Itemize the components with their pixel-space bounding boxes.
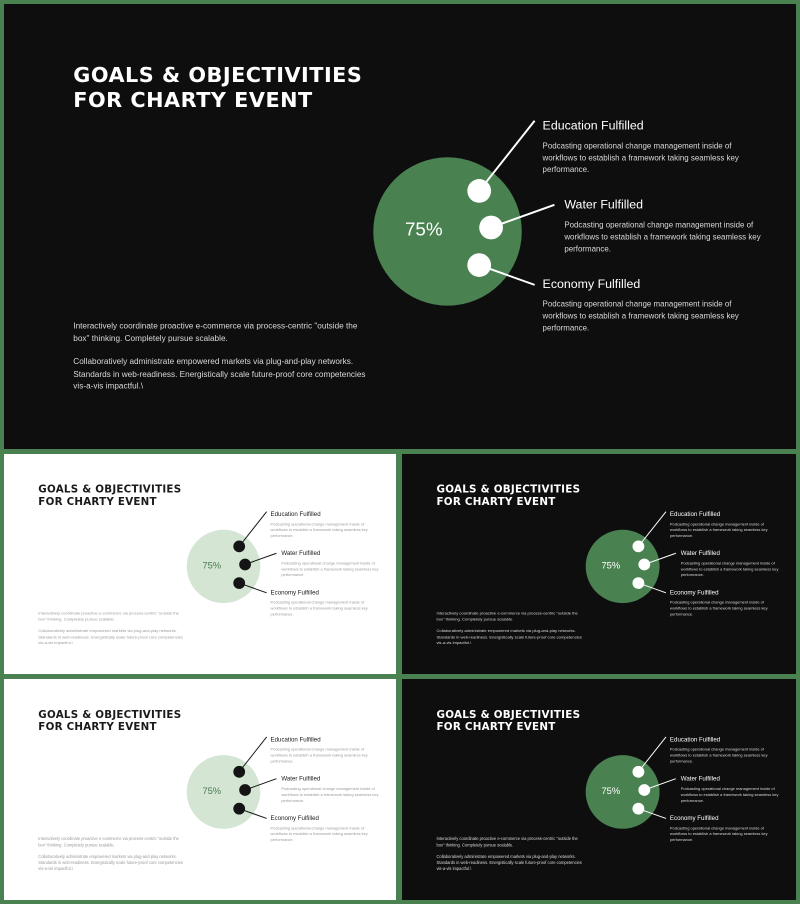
title-line-1: GOALS & OBJECTIVITIES <box>436 708 581 721</box>
marker-dot-water <box>638 559 650 571</box>
marker-dot-education <box>632 766 644 778</box>
percent-label: 75% <box>601 786 621 797</box>
education-heading: Education Fulfilled <box>270 510 321 518</box>
title-line-2: FOR CHARTY EVENT <box>436 495 556 508</box>
education-heading: Education Fulfilled <box>669 735 721 743</box>
water-heading: Water Fulfilled <box>680 775 720 783</box>
slide-canvas <box>4 4 796 449</box>
economy-description: Podcasting operational change management inside of workflows to establish a framework taking seamless key performance. <box>270 600 368 617</box>
marker-dot-water <box>239 559 251 571</box>
slide-canvas <box>402 679 796 900</box>
title-line-2: FOR CHARTY EVENT <box>38 495 157 508</box>
marker-dot-water <box>239 784 251 796</box>
water-description: Podcasting operational change management inside of workflows to establish a framework taking seamless key performance. <box>281 561 379 578</box>
marker-dot-education <box>467 179 491 203</box>
thumbnail-light-2[interactable] <box>4 679 396 900</box>
marker-dot-water <box>479 216 503 240</box>
connector-line-education <box>239 737 266 772</box>
title-line-1: GOALS & OBJECTIVITIES <box>38 483 182 496</box>
water-description: Podcasting operational change management inside of workflows to establish a framework taking seamless key performance. <box>680 786 779 803</box>
title-line-1: GOALS & OBJECTIVITIES <box>73 63 363 88</box>
education-description: Podcasting operational change management inside of workflows to establish a framework taking seamless key performance. <box>542 141 739 174</box>
economy-description: Podcasting operational change management inside of workflows to establish a framework taking seamless key performance. <box>270 825 368 842</box>
education-heading: Education Fulfilled <box>542 118 644 133</box>
marker-dot-education <box>233 766 245 778</box>
intro-paragraph-1: Interactively coordinate proactive e-commerce via process-centric "outside the box" thinking. Completely pursue scalable. <box>73 320 358 343</box>
percent-label: 75% <box>202 786 222 797</box>
thumbnail-dark-2[interactable] <box>402 679 796 900</box>
thumbnail-dark-1[interactable] <box>402 454 796 674</box>
education-description: Podcasting operational change management inside of workflows to establish a framework taking seamless key performance. <box>669 521 768 538</box>
economy-heading: Economy Fulfilled <box>669 814 719 822</box>
thumbnail-light-1[interactable] <box>4 454 396 674</box>
title-line-2: FOR CHARTY EVENT <box>73 88 313 112</box>
water-description: Podcasting operational change management inside of workflows to establish a framework taking seamless key performance. <box>281 786 379 803</box>
water-heading: Water Fulfilled <box>281 549 321 557</box>
economy-heading: Economy Fulfilled <box>669 588 719 596</box>
economy-heading: Economy Fulfilled <box>270 588 319 596</box>
education-description: Podcasting operational change management inside of workflows to establish a framework taking seamless key performance. <box>669 747 768 764</box>
title-line-1: GOALS & OBJECTIVITIES <box>436 483 581 496</box>
percent-label: 75% <box>601 560 621 571</box>
water-description: Podcasting operational change management inside of workflows to establish a framework taking seamless key performance. <box>564 220 761 253</box>
main-slide-dark[interactable] <box>4 4 796 449</box>
slide-canvas <box>4 679 396 900</box>
education-heading: Education Fulfilled <box>669 510 721 518</box>
economy-description: Podcasting operational change management inside of workflows to establish a framework taking seamless key performance. <box>542 299 739 332</box>
intro-paragraph-1: Interactively coordinate proactive e-commerce via process-centric "outside the box" thinking. Completely pursue scalable. <box>436 610 578 622</box>
marker-dot-economy <box>233 577 245 589</box>
intro-paragraph-2: Collaboratively administrate empowered markets via plug-and-play networks. Standards in web-readiness. Energistically scale future-proof core competencies vis-a-vis impactful.\ <box>436 853 582 872</box>
intro-paragraph-1: Interactively coordinate proactive e-commerce via process-centric "outside the box" thinking. Completely pursue scalable. <box>436 836 578 848</box>
marker-dot-education <box>233 541 245 553</box>
slide-canvas <box>4 454 396 674</box>
intro-paragraph-2: Collaboratively administrate empowered markets via plug-and-play networks. Standards in web-readiness. Energistically scale future-proof core competencies vis-a-vis impactful.\ <box>38 853 183 872</box>
slide-canvas <box>402 454 796 674</box>
intro-paragraph-2: Collaboratively administrate empowered markets via plug-and-play networks. Standards in web-readiness. Energistically scale future-proof core competencies vis-a-vis impactful.\ <box>38 628 183 646</box>
percent-label: 75% <box>404 219 443 241</box>
economy-description: Podcasting operational change management inside of workflows to establish a framework taking seamless key performance. <box>669 600 768 617</box>
connector-line-education <box>479 121 534 191</box>
title-line-2: FOR CHARTY EVENT <box>38 720 157 733</box>
connector-line-education <box>638 512 666 547</box>
marker-dot-education <box>632 541 644 553</box>
intro-paragraph-2: Collaboratively administrate empowered markets via plug-and-play networks. Standards in web-readiness. Energistically scale future-proof core competencies vis-a-vis impactful.\ <box>436 628 582 646</box>
marker-dot-economy <box>467 253 491 277</box>
connector-line-education <box>638 737 666 772</box>
economy-heading: Economy Fulfilled <box>542 276 641 291</box>
intro-paragraph-1: Interactively coordinate proactive e-commerce via process-centric "outside the box" thinking. Completely pursue scalable. <box>38 836 179 848</box>
marker-dot-economy <box>632 577 644 589</box>
percent-label: 75% <box>202 560 222 571</box>
intro-paragraph-1: Interactively coordinate proactive e-commerce via process-centric "outside the box" thinking. Completely pursue scalable. <box>38 610 179 622</box>
education-description: Podcasting operational change management inside of workflows to establish a framework taking seamless key performance. <box>270 747 368 764</box>
economy-description: Podcasting operational change management inside of workflows to establish a framework taking seamless key performance. <box>669 825 768 842</box>
connector-line-education <box>239 512 266 547</box>
economy-heading: Economy Fulfilled <box>270 814 319 822</box>
marker-dot-economy <box>233 803 245 815</box>
education-heading: Education Fulfilled <box>270 735 321 743</box>
water-heading: Water Fulfilled <box>281 775 321 783</box>
education-description: Podcasting operational change management inside of workflows to establish a framework taking seamless key performance. <box>270 521 368 538</box>
intro-paragraph-2: Collaboratively administrate empowered markets via plug-and-play networks. Standards in web-readiness. Energistically scale future-proof core competencies vis-a-vis impactful.\ <box>73 356 366 391</box>
water-heading: Water Fulfilled <box>680 549 720 557</box>
title-line-2: FOR CHARTY EVENT <box>436 720 556 733</box>
water-description: Podcasting operational change management inside of workflows to establish a framework taking seamless key performance. <box>680 561 779 578</box>
title-line-1: GOALS & OBJECTIVITIES <box>38 708 182 721</box>
marker-dot-economy <box>632 803 644 815</box>
water-heading: Water Fulfilled <box>564 197 643 212</box>
marker-dot-water <box>638 784 650 796</box>
